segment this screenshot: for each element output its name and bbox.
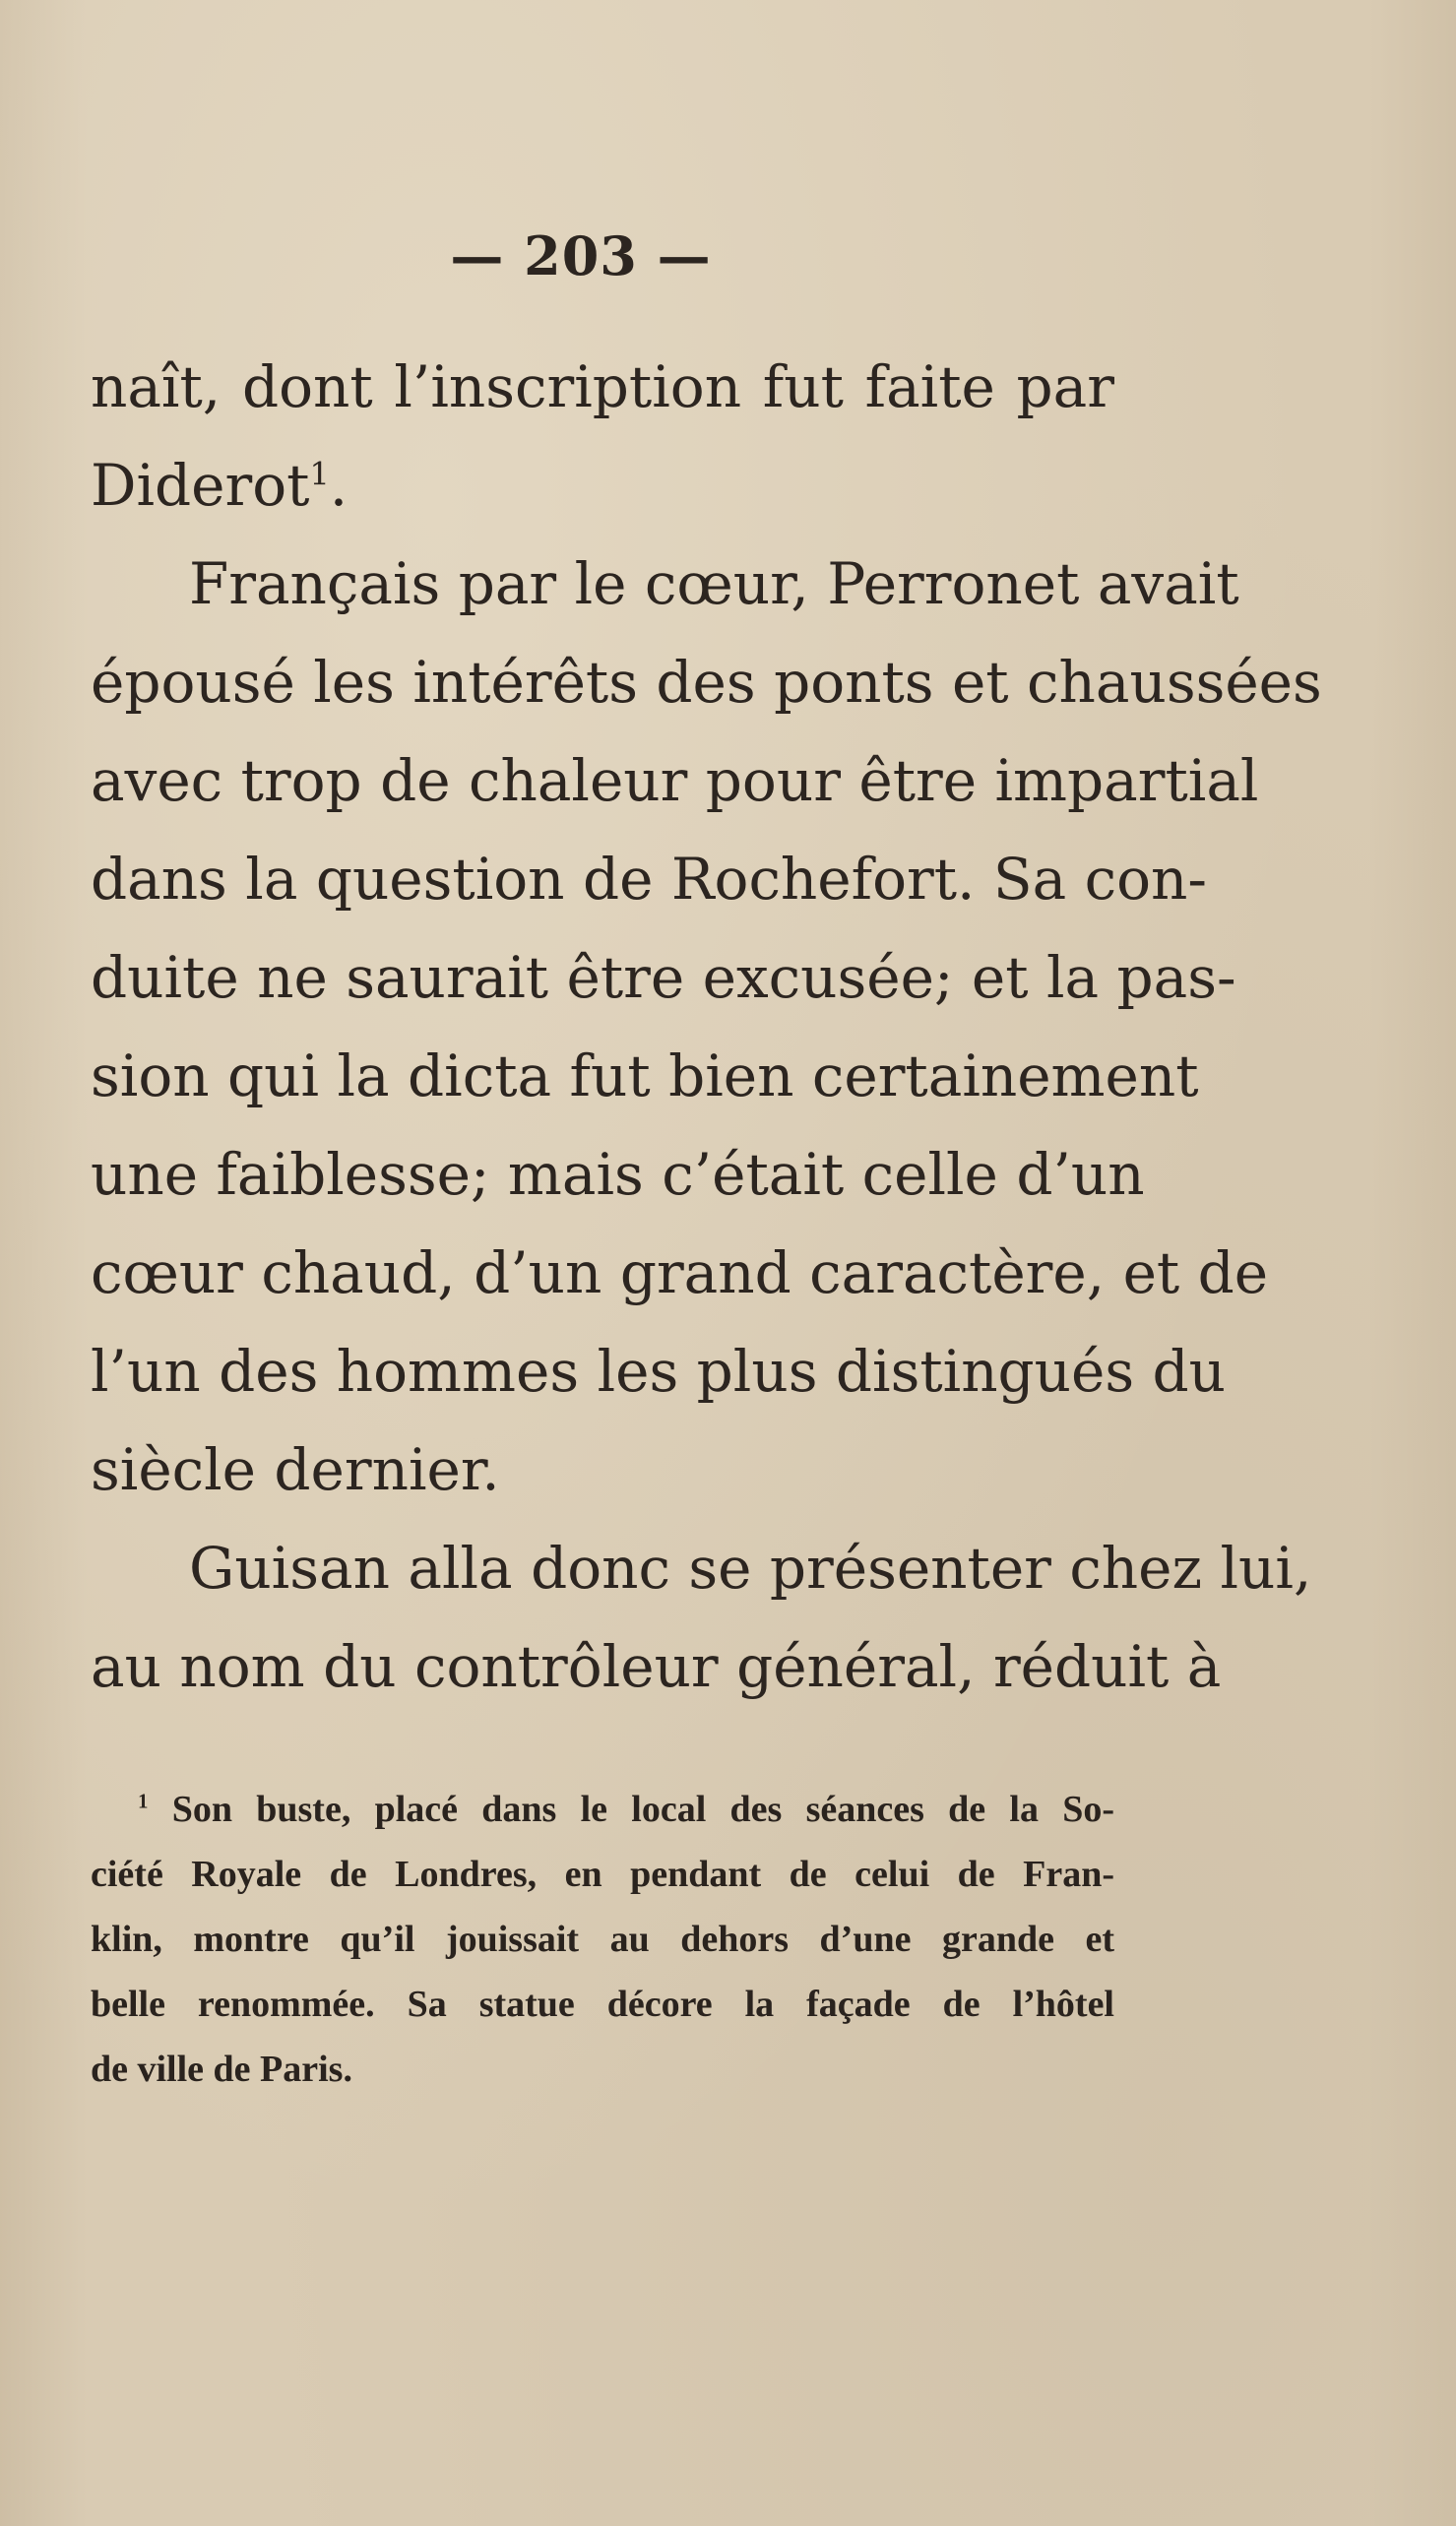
text-line: avec trop de chaleur pour être impartial	[91, 747, 1259, 814]
text-line: siècle dernier.	[91, 1436, 500, 1503]
text-line: au nom du contrôleur général, réduit à	[91, 1633, 1222, 1700]
text-line: une faiblesse; mais c’était celle d’un	[91, 1141, 1145, 1208]
text-line-content: Diderot	[91, 452, 310, 519]
footnote-reference[interactable]: 1	[309, 455, 330, 493]
text-line: duite ne saurait être excusée; et la pas-	[91, 944, 1236, 1011]
text-line-end: .	[329, 452, 348, 519]
text-line: naît, dont l’inscription fut faite par	[91, 353, 1114, 420]
footnote-line: klin, montre qu’il jouissait au dehors d’une grande et	[91, 1919, 1114, 1960]
footnote-line: ciété Royale de Londres, en pendant de celui de Fran-	[91, 1854, 1114, 1895]
text-line	[91, 451, 1114, 520]
text-line: cœur chaud, d’un grand caractère, et de	[91, 1239, 1269, 1306]
footnote-line-content: Son buste, placé dans le local des séances de la So-	[171, 1789, 1115, 1830]
page-number: — 203 —	[450, 224, 712, 287]
text-line: épousé les intérêts des ponts et chaussées	[91, 649, 1322, 716]
text-line: sion qui la dicta fut bien certainement	[91, 1042, 1199, 1109]
text-line: l’un des hommes les plus distingués du	[91, 1338, 1227, 1405]
footnote-line: belle renommée. Sa statue décore la façade de l’hôtel	[91, 1984, 1114, 2025]
text-line: dans la question de Rochefort. Sa con-	[91, 846, 1208, 913]
footnote-marker: 1	[138, 1789, 149, 1813]
text-line: Guisan alla donc se présenter chez lui,	[189, 1535, 1312, 1602]
text-line: Français par le cœur, Perronet avait	[189, 550, 1239, 617]
footnote-line: de ville de Paris.	[91, 2049, 352, 2090]
footnote-line	[91, 1784, 1114, 1835]
